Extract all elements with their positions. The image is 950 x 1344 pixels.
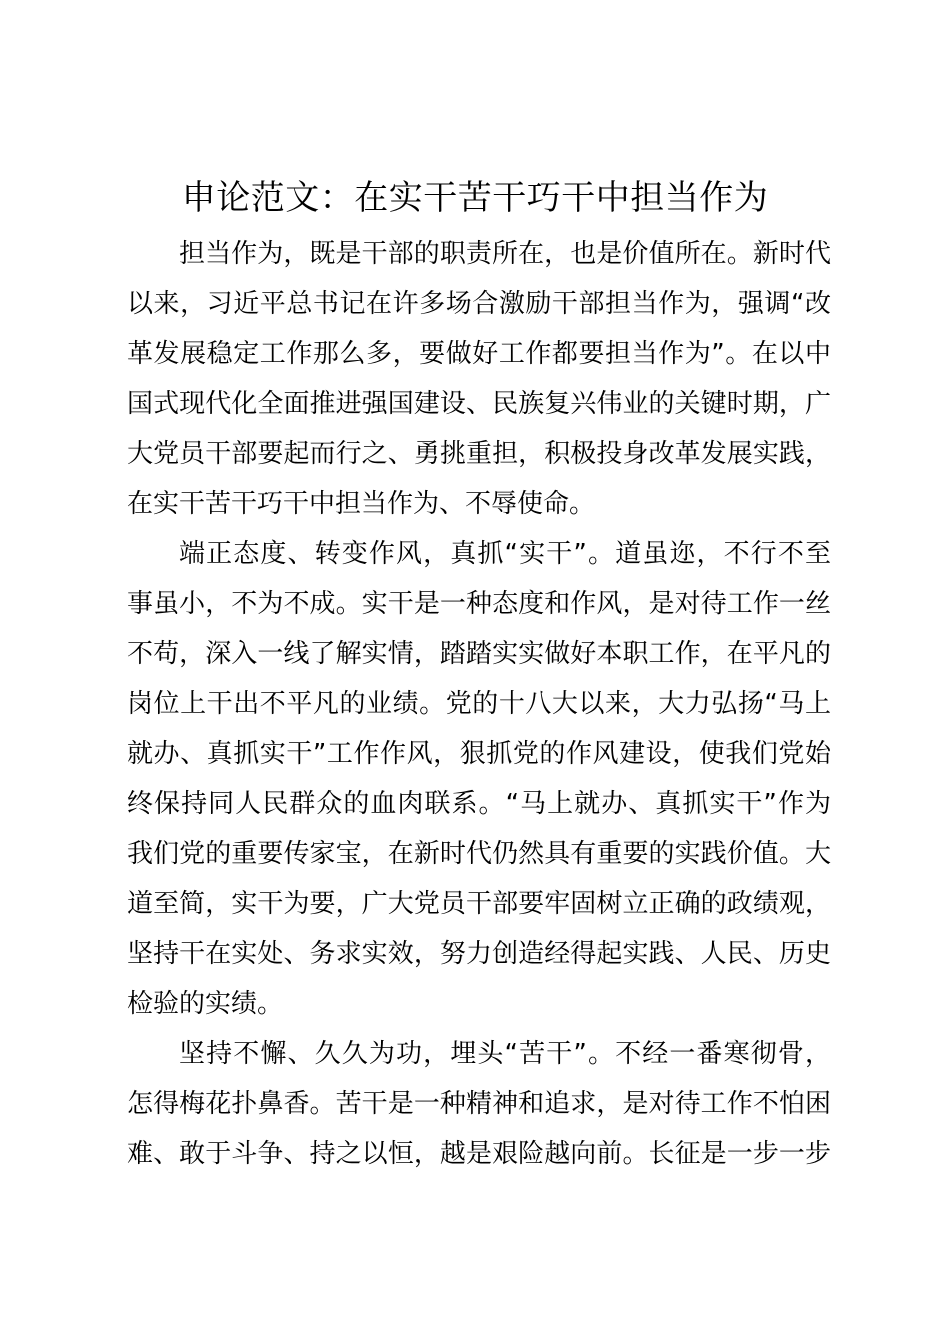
paragraph-line: 终保持同人民群众的血肉联系。“马上就办、真抓实干”作为 [127,789,831,819]
paragraph-line: 岗位上干出不平凡的业绩。党的十八大以来，大力弘扬“马上 [127,689,831,719]
paragraph-line: 在实干苦干巧干中担当作为、不辱使命。 [127,489,596,519]
paragraph-line: 道至简，实干为要，广大党员干部要牢固树立正确的政绩观， [127,889,831,919]
paragraph-line: 检验的实绩。 [127,989,284,1019]
document-body [127,229,831,1179]
paragraph-line: 怎得梅花扑鼻香。苦干是一种精神和追求，是对待工作不怕困 [127,1089,831,1119]
paragraph-line: 我们党的重要传家宝，在新时代仍然具有重要的实践价值。大 [127,839,831,869]
paragraph-line: 事虽小，不为不成。实干是一种态度和作风，是对待工作一丝 [127,589,831,619]
paragraph-line: 坚持不懈、久久为功，埋头“苦干”。不经一番寒彻骨， [179,1039,831,1069]
paragraph-line: 端正态度、转变作风，真抓“实干”。道虽迩，不行不至 [179,539,831,569]
paragraph-3 [127,1029,831,1179]
paragraph-line: 坚持干在实处、务求实效，努力创造经得起实践、人民、历史 [127,939,831,969]
paragraph-line: 以来，习近平总书记在许多场合激励干部担当作为，强调“改 [127,289,831,319]
paragraph-line: 难、敢于斗争、持之以恒，越是艰险越向前。长征是一步一步 [127,1139,831,1169]
paragraph-line: 不苟，深入一线了解实情，踏踏实实做好本职工作，在平凡的 [127,639,831,669]
document-title: 申论范文：在实干苦干巧干中担当作为 [181,178,769,218]
paragraph-line: 革发展稳定工作那么多，要做好工作都要担当作为”。在以中 [127,339,831,369]
paragraph-line: 就办、真抓实干”工作作风，狠抓党的作风建设，使我们党始 [127,739,831,769]
paragraph-line: 大党员干部要起而行之、勇挑重担，积极投身改革发展实践， [127,439,831,469]
paragraph-1 [127,229,831,529]
paragraph-line: 担当作为，既是干部的职责所在，也是价值所在。新时代 [179,239,831,269]
paragraph-2 [127,529,831,1029]
paragraph-line: 国式现代化全面推进强国建设、民族复兴伟业的关键时期，广 [127,389,831,419]
